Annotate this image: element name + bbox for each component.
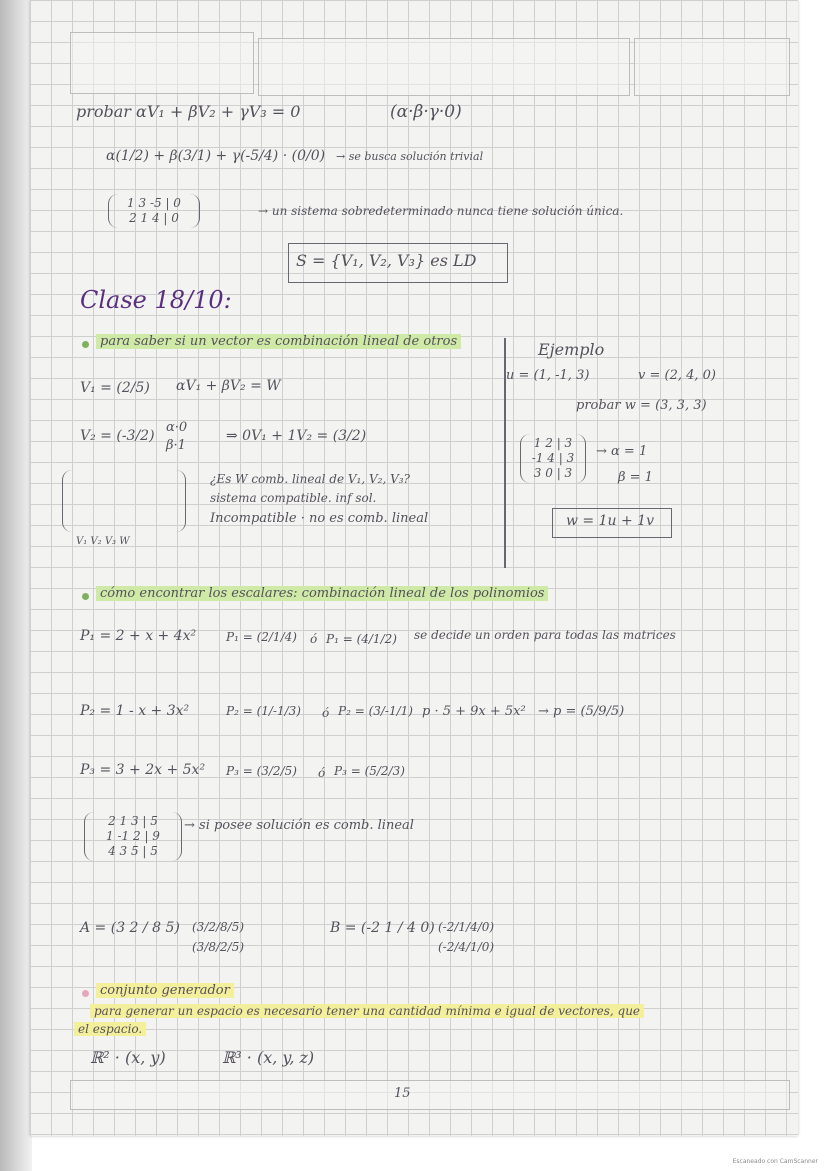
poly-p1-o: ó <box>310 632 318 646</box>
col-labels: V₁ V₂ V₃ W <box>76 536 130 547</box>
poly-p3-vec1: P₃ = (3/2/5) <box>226 764 297 778</box>
ejemplo-probar: probar w = (3, 3, 3) <box>576 398 707 413</box>
poly-p1-vec1: P₁ = (2/1/4) <box>226 630 297 644</box>
page-shadow <box>0 0 32 1171</box>
matrix-2 <box>84 812 182 861</box>
r3-space: ℝ³ · (x, y, z) <box>222 1048 315 1067</box>
poly-p2: P₂ = 1 - x + 3x² <box>80 703 190 719</box>
blank-matrix <box>62 470 186 532</box>
section1-heading: para saber si un vector es combinación lineal de otros <box>96 334 461 349</box>
matrix-A-vec1: (3/2/8/5) <box>192 920 245 934</box>
generator-line2: el espacio. <box>74 1022 146 1036</box>
matrix-1 <box>108 194 200 228</box>
ejemplo-matrix-row3: 3 0 | 3 <box>533 466 573 480</box>
header-box-left <box>70 32 254 94</box>
section2-heading: cómo encontrar los escalares: combinación lineal de los polinomios <box>96 586 548 601</box>
ejemplo-beta: β = 1 <box>618 470 653 485</box>
ld-box-text: S = {V₁, V₂, V₃} es LD <box>296 251 477 270</box>
alpha-zero: α·0 <box>166 420 188 435</box>
notebook-page <box>30 0 798 1136</box>
ejemplo-title: Ejemplo <box>538 340 605 359</box>
poly-p-arrow: → p = (5/9/5) <box>538 704 625 719</box>
ejemplo-alpha: → α = 1 <box>596 444 648 459</box>
v1-label: V₁ = (2/5) <box>80 380 150 396</box>
poly-p1-vec2-visible: P₁ = (4/1/2) <box>326 632 397 646</box>
generator-line1: para generar un espacio es necesario tener una cantidad mínima e igual de vectores, que <box>90 1004 644 1018</box>
matrix-2-row1: 2 1 3 | 5 <box>108 814 158 828</box>
ejemplo-result-text: w = 1u + 1v <box>566 513 654 529</box>
poly-p1-note: se decide un orden para todas las matrices <box>414 628 676 642</box>
ejemplo-matrix-row2: -1 4 | 3 <box>531 451 575 465</box>
ejemplo-u: u = (1, -1, 3) <box>506 368 590 383</box>
matrix-B-vec2: (-2/4/1/0) <box>438 940 495 954</box>
matrix-1-row1: 1 3 -5 | 0 <box>127 196 181 210</box>
ejemplo-matrix <box>520 434 586 483</box>
section3-heading: conjunto generador <box>96 983 234 998</box>
poly-p2-o: ó <box>322 706 330 720</box>
header-box-right <box>634 38 790 96</box>
clase-title: Clase 18/10: <box>80 286 232 314</box>
note-line3: → un sistema sobredeterminado nunca tiene solución única. <box>258 204 624 218</box>
poly-p1: P₁ = 2 + x + 4x² <box>80 628 197 644</box>
page-number: 15 <box>394 1086 411 1101</box>
poly-p2-vec2: P₂ = (3/-1/1) <box>338 704 413 718</box>
ejemplo-matrix-row1: 1 2 | 3 <box>533 436 573 450</box>
matrix-2-row3: 4 3 5 | 5 <box>108 844 158 858</box>
poly-p3-vec2: P₃ = (5/2/3) <box>334 764 405 778</box>
matrix-B-label: B = (-2 1 / 4 0) <box>330 920 435 936</box>
option-2: Incompatible · no es comb. lineal <box>210 511 429 526</box>
header-box-middle <box>258 38 630 96</box>
option-1: sistema compatible. inf sol. <box>210 491 377 505</box>
poly-p-main: p · 5 + 9x + 5x² <box>422 704 526 719</box>
scanner-footer: Escaneado con CamScanner <box>732 1158 818 1165</box>
eq2: ⇒ 0V₁ + 1V₂ = (3/2) <box>226 428 367 444</box>
section1-bullet <box>82 341 89 348</box>
matrix-2-note: → si posee solución es comb. lineal <box>184 818 414 833</box>
question-1: ¿Es W comb. lineal de V₁, V₂, V₃? <box>210 472 410 486</box>
matrix-2-row2: 1 -1 2 | 9 <box>106 829 160 843</box>
note-line1-right: (α·β·γ·0) <box>390 102 462 122</box>
note-line2: α(1/2) + β(3/1) + γ(-5/4) · (0/0) <box>106 148 326 164</box>
poly-p2-vec1: P₂ = (1/-1/3) <box>226 704 301 718</box>
matrix-B-vec1: (-2/1/4/0) <box>438 920 495 934</box>
footer-box <box>70 1080 790 1110</box>
note-line2-arrow: → se busca solución trivial <box>336 150 484 163</box>
v2-label: V₂ = (-3/2) <box>80 428 155 444</box>
note-line1: probar αV₁ + βV₂ + γV₃ = 0 <box>76 102 301 121</box>
section2-bullet <box>82 593 89 600</box>
eq1: αV₁ + βV₂ = W <box>176 378 281 394</box>
matrix-A-vec2: (3/8/2/5) <box>192 940 245 954</box>
beta-one: β·1 <box>166 438 186 453</box>
section3-bullet <box>82 990 89 997</box>
poly-p3-o: ó <box>318 766 326 780</box>
poly-p3: P₃ = 3 + 2x + 5x² <box>80 762 206 778</box>
matrix-1-row2: 2 1 4 | 0 <box>129 211 179 225</box>
matrix-A-label: A = (3 2 / 8 5) <box>80 920 180 936</box>
ejemplo-v: v = (2, 4, 0) <box>638 368 716 383</box>
r2-space: ℝ² · (x, y) <box>90 1048 166 1067</box>
